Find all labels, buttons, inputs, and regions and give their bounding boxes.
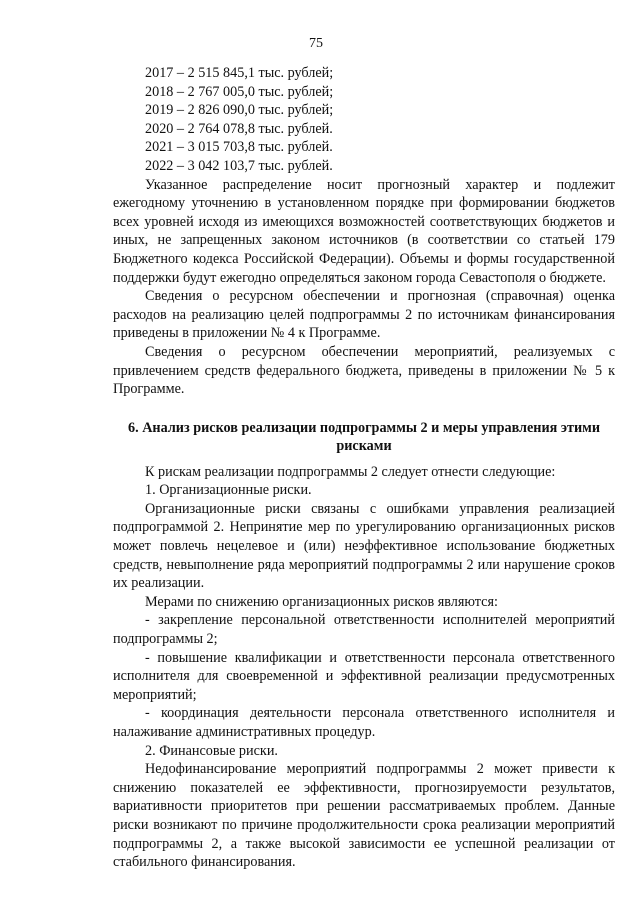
- paragraph-org-risks-title: 1. Организационные риски.: [145, 482, 312, 499]
- paragraph-org-risks-desc: Организационные риски связаны с ошибками управления реализацией подпрограммой 2. Непринятие мер по урегулированию организационных рисков может повлечь нецелевое и (или) неэффективное использование бюджетных средств, невыполнение ряда мероприятий подпрограммы 2 или нарушение сроков их реализации.: [113, 500, 615, 592]
- paragraph-federal-budget-info: Сведения о ресурсном обеспечении мероприятий, реализуемых с привлечением средств федерального бюджета, приведены в приложении № 5 к Программе.: [113, 343, 615, 398]
- list-item-measure: - координация деятельности персонала ответственного исполнителя и налаживание административных процедур.: [113, 705, 615, 740]
- list-item-measure: - повышение квалификации и ответственности персонала ответственного исполнителя для своевременной и эффективной реализации предусмотренных мероприятий;: [113, 649, 615, 703]
- funding-year-line: 2017 – 2 515 845,1 тыс. рублей;: [145, 65, 334, 81]
- paragraph-fin-risks-desc: Недофинансирование мероприятий подпрограммы 2 может привести к снижению показателей ее эффективности, прогнозируемости результатов, вариативности приоритетов при решении рассматриваемых проблем. Данные риски возникают по причине продолжительности срока реализации мероприятий подпрограммы 2, а также высокой зависимости ее успешной реализации от стабильного финансирования.: [113, 761, 615, 871]
- paragraph-fin-risks-title: 2. Финансовые риски.: [145, 742, 278, 759]
- paragraph-distribution-note: Указанное распределение носит прогнозный характер и подлежит ежегодному уточнению в установленном порядке при формировании бюджетов всех уровней исходя из имеющихся возможностей соответствующих бюджетов и иных, не запрещенных законом источников (в соответствии со статьей 179 Бюджетного кодекса Российской Федерации). Объемы и формы государственной поддержки будут ежегодно определяться законом города Севастополя о бюджете.: [113, 176, 615, 286]
- paragraph-risks-intro: К рискам реализации подпрограммы 2 следует отнести следующие:: [145, 463, 556, 480]
- funding-year-line: 2020 – 2 764 078,8 тыс. рублей.: [145, 120, 333, 137]
- funding-year-line: 2019 – 2 826 090,0 тыс. рублей;: [145, 102, 334, 119]
- document-body: [113, 64, 615, 872]
- page-number: 75: [309, 36, 323, 51]
- funding-by-year-list: [113, 64, 615, 176]
- paragraph-resource-info: Сведения о ресурсном обеспечении и прогнозная (справочная) оценка расходов на реализацию целей подпрограммы 2 по источникам финансирования приведены в приложении № 4 к Программе.: [113, 288, 615, 342]
- list-item-measure: - закрепление персональной ответственности исполнителей мероприятий подпрограммы 2;: [113, 612, 615, 648]
- funding-year-line: 2018 – 2 767 005,0 тыс. рублей;: [145, 83, 334, 100]
- section-heading: 6. Анализ рисков реализации подпрограммы 2 и меры управления этими рисками: [128, 419, 600, 454]
- paragraph-measures-intro: Мерами по снижению организационных рисков являются:: [145, 593, 498, 610]
- funding-year-line: 2021 – 3 015 703,8 тыс. рублей.: [145, 139, 333, 156]
- funding-year-line: 2022 – 3 042 103,7 тыс. рублей.: [145, 157, 333, 174]
